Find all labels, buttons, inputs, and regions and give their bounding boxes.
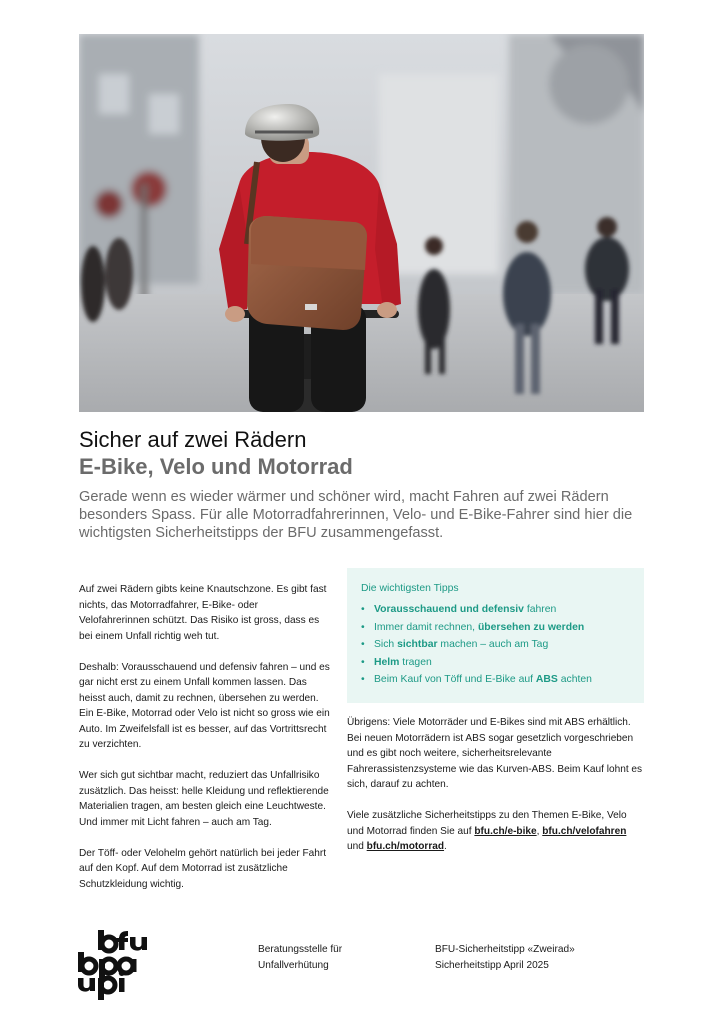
body-paragraph: Der Töff- oder Velohelm gehört natürlich bei jeder Fahrt auf den Kopf. Auf dem Motorrad ist zusätzliche Schutzkleidung wichtig. [79,847,327,890]
body-paragraph: Auf zwei Rädern gibts keine Knautschzone. Es gibt fast nichts, das Motorradfahrer, E-Bike- oder Velofahrerinnen schützt. Das Risiko ist gross, dass es bei einem Unfall richtig weh tut. [79,584,327,642]
right-column [347,715,644,870]
tips-box [347,568,644,703]
footer-doc-line: BFU-Sicherheitstipp «Zweirad» [435,944,575,955]
tip-item: • Beim Kauf von Töff und E-Bike auf ABS achten [361,671,630,689]
tip-item: • Immer damit rechnen, übersehen zu werden [361,619,630,637]
tip-item: • Helm tragen [361,654,630,672]
bfu-logo [76,928,156,1000]
footer-org-line: Unfallverhütung [258,959,329,971]
left-column [79,582,331,908]
tip-item: • Vorausschauend und defensiv fahren [361,601,630,619]
body-paragraph: Deshalb: Vorausschauend und defensiv fahren – und es gar nicht erst zu einem Unfall kommen lassen. Das heisst auch, damit zu rechnen, übersehen zu werden. Ein E-Bike, Motorrad oder Velo ist nicht so gross wie ein Auto. Im Zweifelsfall ist es besser, auf das Vortrittsrecht zu verzichten. [79,661,330,750]
page-subtitle: E-Bike, Velo und Motorrad [79,454,353,479]
page-title: Sicher auf zwei Rädern [79,427,307,452]
tips-title: Die wichtigsten Tipps [361,583,459,594]
link-velofahren[interactable]: bfu.ch/velofahren [542,825,627,837]
links-paragraph: Viele zusätzliche Sicherheitstipps zu den Themen E-Bike, Velo und Motorrad finden Sie auf bfu.ch/e-bike, bfu.ch/velofahren und bfu.ch/motorrad. [347,810,627,852]
intro-paragraph: Gerade wenn es wieder wärmer und schöner wird, macht Fahren auf zwei Rädern besonders Spass. Für alle Motorradfahrerinnen, Velo- und E-Bike-Fahrer sind hier die wichtigsten Sicherheitstipps der BFU zusammengefasst. [79,489,633,541]
tip-item: • Sich sichtbar machen – auch am Tag [361,636,630,654]
footer-org-line: Beratungsstelle für [258,944,343,955]
cyclist-photo-illustration [79,34,644,412]
body-paragraph: Übrigens: Viele Motorräder und E-Bikes sind mit ABS erhältlich. Bei neuen Motorrädern ist ABS sogar gesetzlich vorgeschrieben und es gibt noch weitere, sicherheitsrelevante Fahrerassistenzsysteme wie das Kurven-ABS. Beim Kauf lohnt es sich, darauf zu achten. [347,717,643,790]
footer-organisation [258,942,342,973]
link-motorrad[interactable]: bfu.ch/motorrad [366,841,445,852]
footer-doc-line: Sicherheitstipp April 2025 [435,959,549,971]
hero-photo [79,34,644,412]
body-paragraph: Wer sich gut sichtbar macht, reduziert das Unfallrisiko zusätzlich. Das heisst: helle Kleidung und reflektierende Materialien tragen, am besten gleich eine Leuchtweste. Und immer mit Licht fahren – auch am Tag. [79,770,329,828]
link-e-bike[interactable]: bfu.ch/e-bike [474,825,537,837]
tips-list [361,601,630,689]
bfu-logo-icon [76,928,156,1000]
footer-document-info [435,942,575,973]
